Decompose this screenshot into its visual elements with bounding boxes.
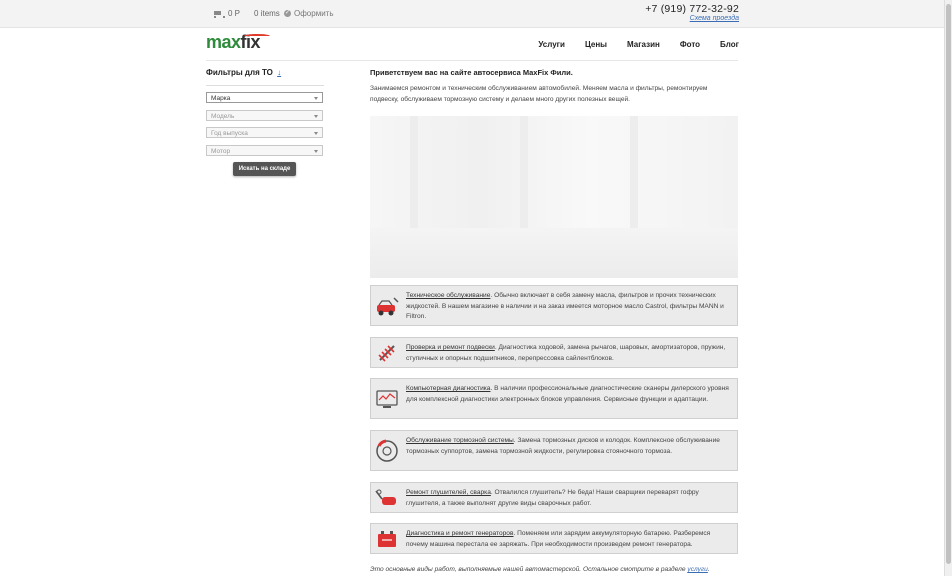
photo-detail bbox=[370, 228, 738, 278]
chevron-down-icon bbox=[314, 97, 318, 100]
service-card bbox=[370, 430, 738, 471]
service-link[interactable]: Компьютерная диагностика bbox=[406, 385, 491, 392]
logo-part-fix: fix bbox=[240, 32, 261, 52]
scrollbar-thumb[interactable] bbox=[946, 4, 951, 564]
chevron-down-icon bbox=[314, 150, 318, 153]
page-title: Приветствуем вас на сайте автосервиса MaxFix Фили. bbox=[370, 68, 573, 77]
main-nav bbox=[518, 40, 739, 49]
cart-items[interactable]: 0 items bbox=[254, 9, 280, 18]
service-text: . Поменяем или зарядим аккумуляторную батарею. Разберемся почему машина перестала ее заряжать. При необходимости произведем ремонт генератора. bbox=[406, 530, 711, 548]
nav-item-services[interactable]: Услуги bbox=[538, 40, 565, 49]
phone-number[interactable]: +7 (919) 772-32-92 bbox=[645, 3, 739, 15]
filters-divider bbox=[206, 85, 324, 86]
check-icon: ✓ bbox=[284, 10, 291, 16]
services-section-link[interactable]: услуги bbox=[687, 566, 708, 573]
checkout-link[interactable] bbox=[284, 9, 334, 18]
service-card bbox=[370, 337, 738, 368]
diagnostics-icon bbox=[374, 386, 400, 412]
muffler-icon bbox=[374, 485, 400, 511]
footnote-text: Это основные виды работ, выполняемые нашей автомастерской. Остальное смотрите в разделе bbox=[370, 566, 686, 573]
brand-select-label: Марка bbox=[211, 95, 231, 102]
chevron-down-icon bbox=[314, 132, 318, 135]
brand-select[interactable] bbox=[206, 92, 323, 103]
battery-icon bbox=[374, 526, 400, 552]
service-card bbox=[370, 285, 738, 326]
contact-block bbox=[645, 3, 739, 22]
engine-select-label: Мотор bbox=[211, 147, 231, 155]
nav-item-shop[interactable]: Магазин bbox=[627, 40, 660, 49]
nav-item-photo[interactable]: Фото bbox=[679, 40, 701, 49]
service-card bbox=[370, 482, 738, 513]
service-link[interactable]: Проверка и ремонт подвески bbox=[406, 344, 495, 351]
suspension-icon bbox=[374, 340, 400, 366]
logo-part-max: max bbox=[206, 32, 241, 52]
filters-title bbox=[206, 68, 324, 77]
service-card bbox=[370, 523, 738, 554]
brake-icon bbox=[374, 438, 400, 464]
checkout-label[interactable]: Оформить bbox=[294, 9, 334, 18]
top-bar bbox=[0, 0, 944, 28]
year-select-label: Год выпуска bbox=[211, 130, 248, 137]
search-stock-button[interactable]: Искать на складе bbox=[233, 162, 296, 176]
site-logo[interactable] bbox=[206, 32, 260, 53]
year-select[interactable] bbox=[206, 127, 323, 138]
service-link[interactable]: Обслуживание тормозной системы bbox=[406, 437, 514, 444]
cart-icon[interactable] bbox=[213, 10, 222, 18]
chevron-down-icon bbox=[314, 115, 318, 118]
cart-widget[interactable] bbox=[213, 9, 280, 18]
model-select[interactable] bbox=[206, 110, 323, 121]
garage-photo bbox=[370, 116, 738, 278]
service-link[interactable]: Техническое обслуживание bbox=[406, 292, 491, 299]
engine-select[interactable] bbox=[206, 145, 323, 156]
service-text: . Отвалился глушитель? Не беда! Наши сварщики переварят гофру глушителя, а также выполнят другие виды сварочных работ. bbox=[406, 489, 699, 507]
intro-text: Занимаемся ремонтом и техническим обслуживанием автомобилей. Меняем масла и фильтры, ремонтируем подвеску, обслуживаем тормозную систему и делаем много других полезных вещей. bbox=[370, 85, 708, 103]
nav-item-prices[interactable]: Цены bbox=[584, 40, 607, 49]
service-link[interactable]: Ремонт глушителей, сварка bbox=[406, 489, 491, 496]
filters-panel bbox=[206, 68, 324, 176]
service-text: . Замена тормозных дисков и колодок. Комплексное обслуживание тормозных суппортов, замена тормозной жидкости, регулировка стояночного тормоза. bbox=[406, 437, 720, 455]
model-select-label: Модель bbox=[211, 112, 235, 120]
logo-swoosh-icon bbox=[244, 34, 270, 38]
route-map-link[interactable]: Схема проезда bbox=[689, 15, 739, 22]
service-text: . В наличии профессиональные диагностические сканеры дилерского уровня для комплексной диагностики электронных блоков управления. Сервисные функции и адаптации. bbox=[406, 385, 729, 403]
service-text: . Диагностика ходовой, замена рычагов, шаровых, амортизаторов, пружин, ступичных и опорных подшипников, перепрессовка сайлентблоков. bbox=[406, 344, 726, 362]
page-scrollbar[interactable] bbox=[944, 0, 952, 576]
nav-item-blog[interactable]: Блог bbox=[720, 40, 739, 49]
car-service-icon bbox=[374, 293, 400, 319]
header-divider bbox=[206, 60, 738, 61]
service-link[interactable]: Диагностика и ремонт генераторов bbox=[406, 530, 514, 537]
service-card bbox=[370, 378, 738, 419]
cart-sum[interactable]: 0 Р bbox=[228, 9, 241, 18]
service-text: . Обычно включает в себя замену масла, фильтров и прочих технических жидкостей. В нашем магазине в наличии и на заказ имеется моторное масло Castrol, фильтры MANN и Filtron. bbox=[406, 292, 724, 320]
filters-title-text: Фильтры для ТО bbox=[206, 68, 273, 77]
main-content bbox=[370, 68, 738, 105]
filters-arrow-link[interactable]: ↓ bbox=[277, 68, 282, 77]
footnote-end: . bbox=[707, 566, 710, 573]
footnote bbox=[370, 566, 710, 573]
